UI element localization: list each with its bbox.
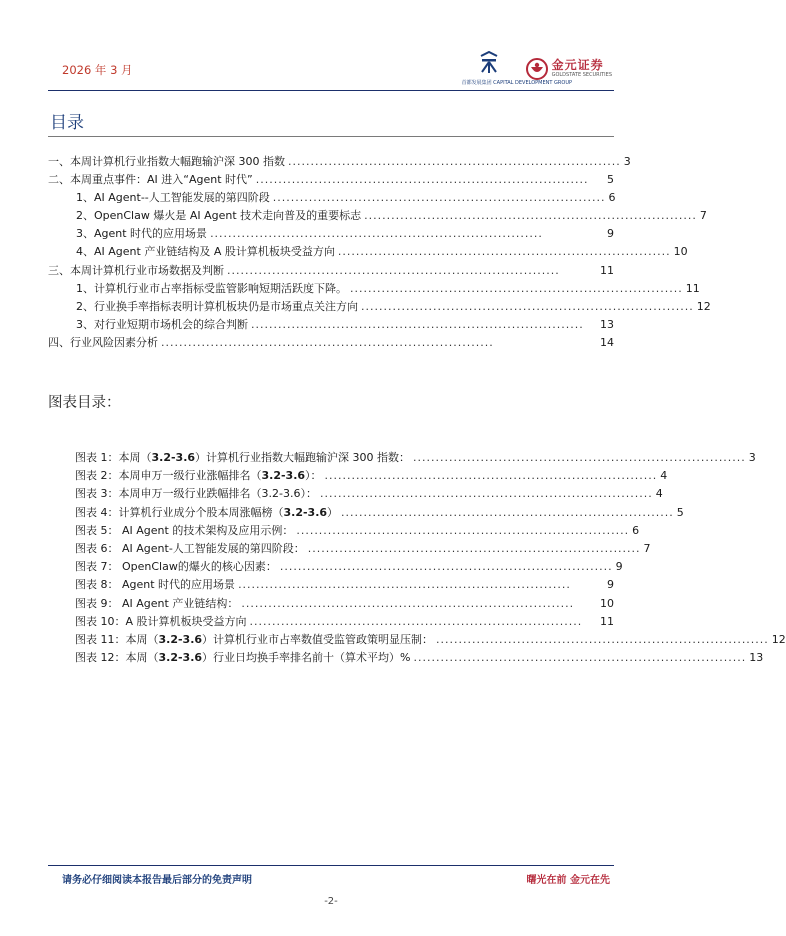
toc-divider [48, 136, 614, 137]
figure-item[interactable]: 图表 7： OpenClaw的爆火的核心因素： .......................................................................... 9 [75, 560, 623, 574]
page-number: -2- [324, 896, 338, 907]
capital-development-logo-text: 首都发展集团 CAPITAL DEVELOPMENT GROUP [461, 80, 572, 86]
toc-item[interactable]: 二、本周重点事件：AI 进入“Agent 时代” .......................................................................... 5 [48, 173, 614, 187]
toc-item[interactable]: 3、Agent 时代的应用场景 .......................................................................... 9 [76, 227, 614, 241]
footer-slogan: 曙光在前 金元在先 [526, 875, 610, 886]
figure-item[interactable]: 图表 11：本周（3.2-3.6）计算机行业市占率数值受监管政策明显压制： .......................................................................... 12 [75, 632, 786, 646]
figure-item[interactable]: 图表 8： Agent 时代的应用场景 .......................................................................... 9 [75, 578, 614, 592]
toc-item[interactable]: 1、AI Agent--人工智能发展的第四阶段 .......................................................................... 6 [76, 191, 616, 205]
goldstate-logo-en: GOLDSTATE SECURITIES [551, 72, 612, 78]
figure-item[interactable]: 图表 12：本周（3.2-3.6）行业日均换手率排名前十（算术平均）% .......................................................................... 13 [75, 651, 764, 665]
toc-item[interactable]: 4、AI Agent 产业链结构及 A 股计算机板块受益方向 .......................................................................... 10 [76, 245, 688, 259]
toc-item[interactable]: 三、本周计算机行业市场数据及判断 .......................................................................... 11 [48, 263, 614, 277]
toc-item[interactable]: 1、计算机行业市占率指标受监管影响短期活跃度下降。 .......................................................................... 11 [76, 281, 700, 295]
header-divider [48, 90, 614, 91]
figure-list-title: 图表目录： [48, 395, 121, 411]
report-date: 2026 年 3 月 [62, 63, 133, 77]
goldstate-logo-icon [526, 58, 548, 80]
goldstate-logo [526, 58, 612, 80]
footer-divider [48, 865, 614, 866]
figure-item[interactable]: 图表 4：计算机行业成分个股本周涨幅榜（3.2-3.6） .......................................................................... 5 [75, 505, 684, 519]
figure-item[interactable]: 图表 10：A 股计算机板块受益方向 .......................................................................... 11 [75, 614, 614, 628]
figure-item[interactable]: 图表 1：本周（3.2-3.6）计算机行业指数大幅跑输沪深 300 指数： .......................................................................... 3 [75, 451, 756, 464]
toc-item[interactable]: 3、对行业短期市场机会的综合判断 .......................................................................... 13 [76, 317, 614, 331]
toc-item[interactable]: 2、行业换手率指标表明计算机板块仍是市场重点关注方向 .......................................................................... 12 [76, 299, 711, 313]
toc-title: 目录 [50, 113, 84, 133]
capital-development-logo-icon [479, 52, 499, 74]
figure-item[interactable]: 图表 6： AI Agent-人工智能发展的第四阶段： .......................................................................... 7 [75, 541, 651, 555]
figure-item[interactable]: 图表 3：本周申万一级行业跌幅排名（3.2-3.6）： .......................................................................... 4 [75, 487, 663, 501]
goldstate-logo-cn: 金元证券 [551, 58, 604, 72]
toc-item[interactable]: 一、本周计算机行业指数大幅跑输沪深 300 指数 .......................................................................... 3 [48, 155, 631, 168]
toc-item[interactable]: 四、行业风险因素分析 .......................................................................... 14 [48, 335, 614, 349]
figure-list [75, 449, 786, 667]
toc-item[interactable]: 2、OpenClaw 爆火是 AI Agent 技术走向普及的重要标志 .......................................................................... 7 [76, 209, 707, 223]
footer-disclaimer: 请务必仔细阅读本报告最后部分的免责声明 [62, 875, 252, 886]
figure-item[interactable]: 图表 5： AI Agent 的技术架构及应用示例： .......................................................................... 6 [75, 523, 640, 537]
toc-list [48, 153, 711, 352]
figure-item[interactable]: 图表 2：本周申万一级行业涨幅排名（3.2-3.6）： .......................................................................... 4 [75, 469, 668, 483]
header-logos [462, 52, 612, 86]
figure-item[interactable]: 图表 9： AI Agent 产业链结构： .......................................................................... 10 [75, 596, 614, 610]
capital-development-logo [461, 52, 572, 86]
